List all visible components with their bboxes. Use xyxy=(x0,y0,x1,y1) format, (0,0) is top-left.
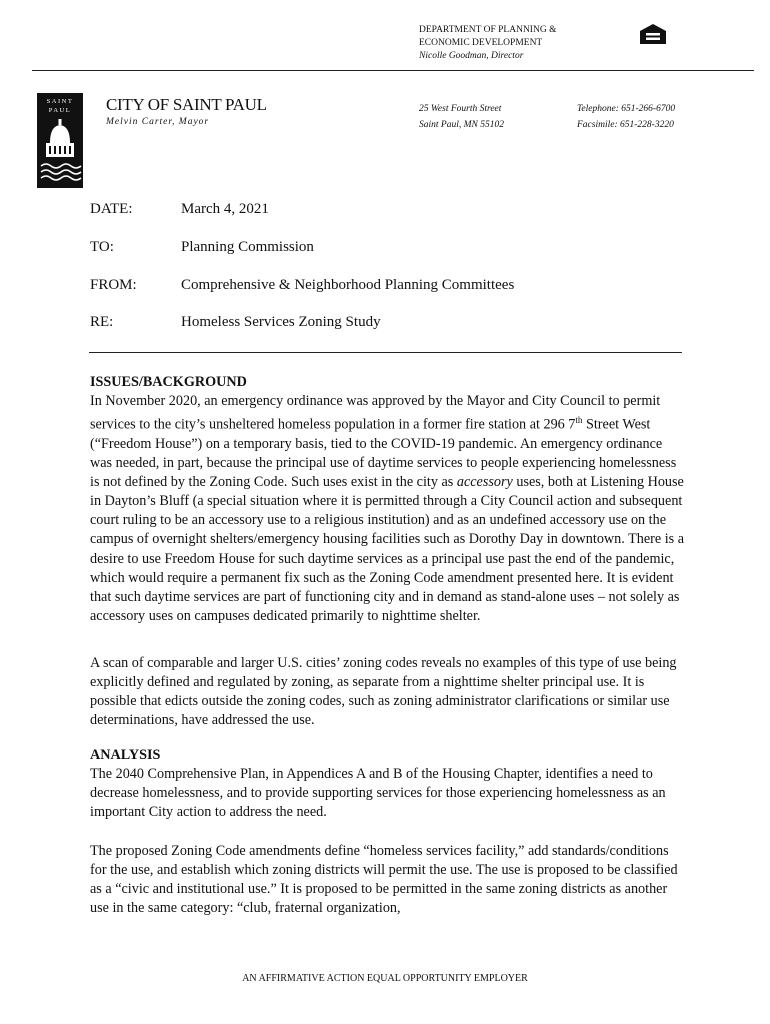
issues-heading: ISSUES/BACKGROUND xyxy=(90,374,247,390)
seal-text-saint: SAINT xyxy=(46,98,74,105)
issues-section xyxy=(90,373,685,626)
contact-block xyxy=(577,102,675,133)
mayor-name: Melvin Carter, Mayor xyxy=(106,117,210,127)
letterhead-rule xyxy=(32,70,754,71)
department-block xyxy=(419,24,556,63)
city-name: CITY OF SAINT PAUL xyxy=(106,95,267,114)
department-line-2: ECONOMIC DEVELOPMENT xyxy=(419,38,543,48)
analysis-paragraph-2-block xyxy=(90,842,685,918)
analysis-section xyxy=(90,746,685,822)
date-value: March 4, 2021 xyxy=(181,201,269,217)
date-label: DATE: xyxy=(90,201,133,217)
issues-paragraph-2-block xyxy=(90,654,685,730)
address-line-2: Saint Paul, MN 55102 xyxy=(419,119,504,130)
from-label: FROM: xyxy=(90,277,137,293)
director-name: Nicolle Goodman, Director xyxy=(419,51,524,61)
analysis-heading: ANALYSIS xyxy=(90,747,161,763)
memo-divider xyxy=(89,352,682,353)
from-value: Comprehensive & Neighborhood Planning Committees xyxy=(181,277,515,293)
address-block xyxy=(419,102,504,133)
to-label: TO: xyxy=(90,239,114,255)
re-value: Homeless Services Zoning Study xyxy=(181,314,381,330)
seal-text-paul: PAUL xyxy=(48,107,72,114)
to-value: Planning Commission xyxy=(181,239,314,255)
re-label: RE: xyxy=(90,314,114,330)
issues-paragraph-1: In November 2020, an emergency ordinance was approved by the Mayor and City Council to permit services to the city’s unsheltered homeless population in a former fire station at 296 7th Street West (“Freedom House”) on a temporary basis, tied to the COVID-19 pandemic. An emergency ordinance was needed, in part, because the principal use of daytime services to people experiencing homelessness is not defined by the Zoning Code. Such uses exist in the city as accessory uses, both at Listening House in Dayton’s Bluff (a special situation where it is permitted through a City Council action and subsequent court ruling to be an accessory use to a religious institution) and as an undefined accessory use on the campus of overnight shelters/emergency housing facilities such as Dorothy Day in downtown. There is a desire to use Freedom House for such daytime services as a principal use past the end of the pandemic, which would require a permanent fix such as the Zoning Code amendment presented here. It is evident that such daytime services are part of functioning city and in demand as stand-alone uses – not solely as accessory uses on campuses dedicated primarily to nighttime shelter. xyxy=(90,393,685,624)
department-line-1: DEPARTMENT OF PLANNING & xyxy=(419,25,557,35)
analysis-paragraph-1: The 2040 Comprehensive Plan, in Appendices A and B of the Housing Chapter, identifies a need to decrease homelessness, and to provide supporting services for those experiencing homelessness as an important City action to address the need. xyxy=(90,766,666,821)
equal-housing-logo-icon xyxy=(637,22,669,52)
analysis-paragraph-2: The proposed Zoning Code amendments define “homeless services facility,” add standards/conditions for the use, and establish which zoning districts will permit the use. The use is proposed to be classified as a “civic and institutional use.” It is proposed to be permitted in the same zoning districts as another use in the same category: “club, fraternal organization, xyxy=(90,843,678,917)
facsimile: Facsimile: 651-228-3220 xyxy=(577,119,674,130)
telephone: Telephone: 651-266-6700 xyxy=(577,104,676,114)
issues-paragraph-2: A scan of comparable and larger U.S. cities’ zoning codes reveals no examples of this type of use being explicitly defined and regulated by zoning, as separate from a nighttime shelter principal use. It is possible that edicts outside the zoning codes, such as zoning administrator clarifications or similar use determinations, have addressed the use. xyxy=(90,655,677,729)
footer-text: AN AFFIRMATIVE ACTION EQUAL OPPORTUNITY EMPLOYER xyxy=(242,973,528,984)
city-seal-icon xyxy=(37,93,83,188)
address-line-1: 25 West Fourth Street xyxy=(419,104,502,114)
